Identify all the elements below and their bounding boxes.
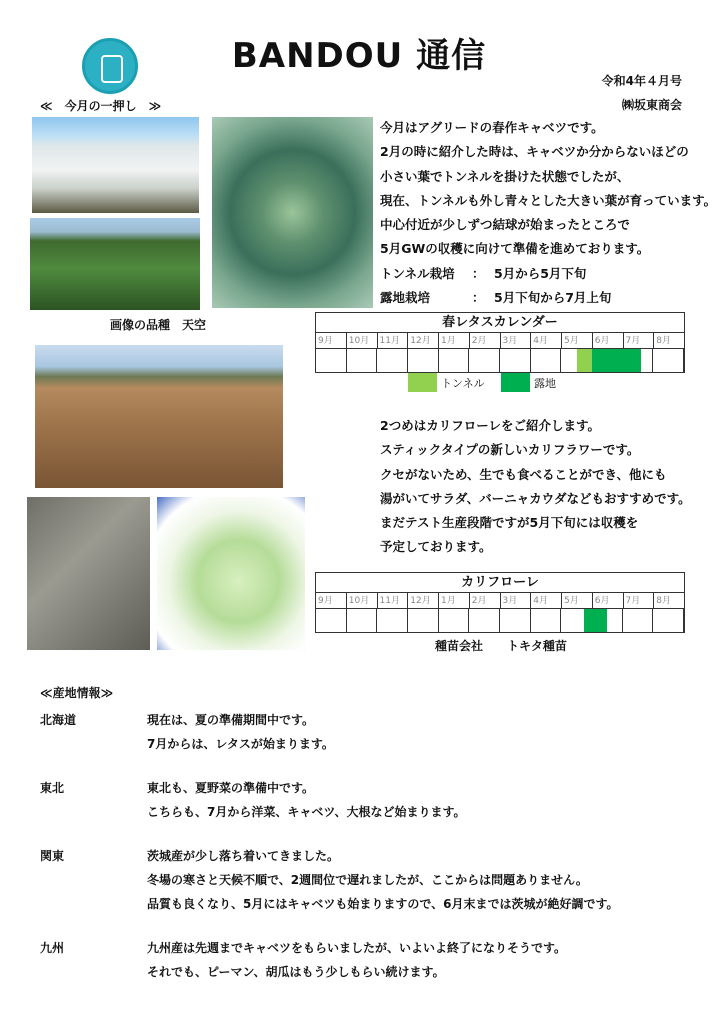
month-cell [408,349,439,372]
month-cell [469,609,500,632]
month-cell [347,609,378,632]
text-line: 2月の時に紹介した時は、キャベツか分からないほどの [380,144,689,160]
region-line: 茨城産が少し落ち着いてきました。 [147,849,340,863]
month-label: 2月 [470,593,501,609]
month-label: 5月 [562,333,593,349]
month-label: 8月 [654,593,684,609]
period-bar [584,609,607,632]
region-line: それでも、ピーマン、胡瓜はもう少しもらい続けます。 [147,965,445,979]
schedule-sep: ： [472,290,485,306]
cauliflower-field-photo [35,345,283,488]
month-cell [653,609,684,632]
text-line: 予定しております。 [380,539,492,555]
region-line: 冬場の寒さと天候不順で、2週間位で遅れましたが、ここからは問題ありません。 [147,873,588,887]
text-line: まだテスト生産段階ですが5月下旬には収穫を [380,515,639,531]
regions-section-title: ≪産地情報≫ [40,686,114,700]
period-bar [592,349,641,372]
text-line: 5月GWの収穫に向けて準備を進めております。 [380,241,650,257]
legend-label: 露地 [534,376,556,390]
photo-caption: 画像の品種 天空 [110,318,207,332]
region-name: 東北 [40,781,65,795]
month-label: 12月 [408,333,439,349]
month-label: 9月 [316,333,347,349]
month-cell [469,349,500,372]
schedule-label: 露地栽培 [380,290,431,306]
legend-swatch [501,373,530,392]
region-line: 7月からは、レタスが始まります。 [147,737,334,751]
calendar-legend [408,373,594,392]
schedule-value: 5月から5月下旬 [494,265,587,281]
month-cell [377,349,408,372]
period-bar [577,349,592,372]
region-item [40,936,680,984]
schedule-label: トンネル栽培 [380,265,455,281]
month-cell [408,609,439,632]
month-cell [377,609,408,632]
month-cell [531,349,562,372]
month-label: 3月 [501,333,532,349]
text-line: クセがないため、生でも食べることができ、他にも [380,466,667,482]
text-line: 現在、トンネルも外し青々とした大きい葉が育っています。 [380,192,717,208]
region-item [40,708,680,756]
text-line: 今月はアグリードの春作キャベツです。 [380,120,604,135]
schedule-open-field [380,286,716,310]
month-cell [316,609,347,632]
month-label: 2月 [470,333,501,349]
seed-company-note: 種苗会社 トキタ種苗 [435,639,567,653]
month-label: 9月 [316,593,347,609]
month-label: 10月 [347,333,378,349]
month-label: 3月 [501,593,532,609]
month-label: 11月 [378,333,409,349]
month-label: 8月 [654,333,684,349]
month-cell [316,349,347,372]
issue-date: 令和4年４月号 [601,74,682,88]
month-cell [500,349,531,372]
region-line: 品質も良くなり、5月にはキャベツも始まりますので、6月末までは茨城が絶好調です。 [147,897,619,911]
month-cell [623,609,654,632]
region-item [40,776,680,824]
newsletter-title: BANDOU 通信 [231,36,487,76]
legend-swatch [408,373,437,392]
cabbage-field-photo [30,218,200,310]
month-label: 11月 [378,593,409,609]
month-label: 4月 [531,593,562,609]
calendar-title: カリフローレ [316,573,684,593]
month-label: 6月 [593,593,624,609]
region-item [40,844,680,916]
month-cell [439,609,470,632]
calendar-title: 春レタスカレンダー [316,313,684,333]
month-label: 6月 [593,333,624,349]
seedling-photo [27,497,150,650]
text-line: 中心付近が少しずつ結球が始まったところで [380,217,630,233]
schedule-tunnel [380,262,716,286]
month-cell [500,609,531,632]
cauliflower-calendar [315,572,685,633]
month-cell [347,349,378,372]
region-line: 東北も、夏野菜の準備中です。 [147,781,315,795]
tunnel-photo [32,117,199,213]
month-label: 10月 [347,593,378,609]
schedule-sep: ： [472,265,485,281]
region-name: 九州 [40,941,65,955]
month-label: 5月 [562,593,593,609]
company-name: ㈱坂東商会 [621,98,682,112]
month-cell [653,349,684,372]
month-label: 1月 [439,333,470,349]
cabbage-text [380,116,716,310]
cauliflower-photo [157,497,305,650]
month-label: 12月 [408,593,439,609]
region-line: こちらも、7月から洋菜、キャベツ、大根など始まります。 [147,805,466,819]
region-line: 現在は、夏の準備期間中です。 [147,713,315,727]
cauliflower-text [380,414,691,560]
cabbage-closeup-photo [212,117,373,308]
month-label: 7月 [624,593,655,609]
text-line: 2つめはカリフローレをご紹介します。 [380,418,600,433]
month-label: 1月 [439,593,470,609]
schedule-value: 5月下旬から7月上旬 [494,290,612,306]
lettuce-calendar [315,312,685,373]
month-cell [439,349,470,372]
region-name: 関東 [40,849,65,863]
month-label: 7月 [624,333,655,349]
regions-list [40,708,680,1004]
month-cell [531,609,562,632]
legend-label: トンネル [441,376,485,390]
feature-section-title: ≪ 今月の一押し ≫ [40,99,162,113]
text-line: スティックタイプの新しいカリフラワーです。 [380,442,640,458]
region-name: 北海道 [40,713,77,727]
region-line: 九州産は先週までキャベツをもらいましたが、いよいよ終了になりそうです。 [147,941,567,955]
month-label: 4月 [531,333,562,349]
text-line: 湯がいてサラダ、バーニャカウダなどもおすすめです。 [380,490,691,506]
text-line: 小さい葉でトンネルを掛けた状態でしたが、 [380,168,630,184]
